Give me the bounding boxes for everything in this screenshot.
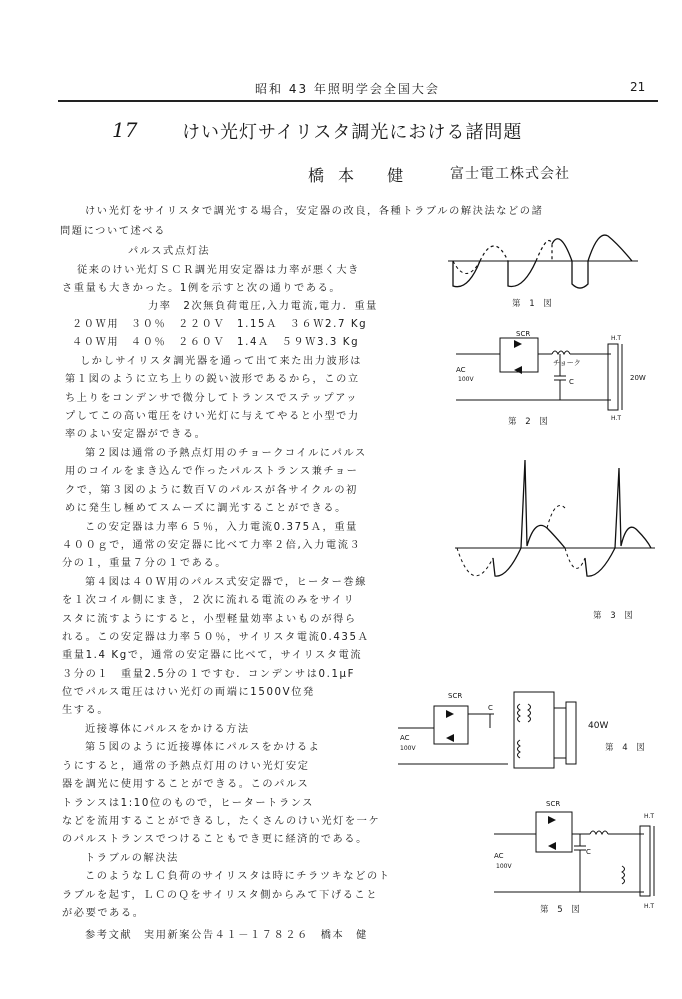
ht-top-label: H.T: [611, 335, 621, 342]
paper-title: けい光灯サイリスタ調光における諸問題: [182, 122, 523, 143]
reference-line: 参考文献 実用新案公告４１－１７８２６ 橋本 健: [85, 930, 368, 941]
voltage-label: 100V: [496, 863, 512, 870]
body-line: この安定器は力率６５％，入力電流0.375Ａ，重量: [85, 522, 358, 533]
figure-4-circuit: [398, 688, 609, 776]
body-line: クで，第３図のように数百Ｖのパルスが各サイクルの初: [65, 485, 358, 496]
ht-top-label: H.T: [644, 813, 654, 820]
voltage-label: 100V: [458, 376, 474, 383]
body-line: このようなＬＣ負荷のサイリスタは時にチラツキなどのト: [85, 871, 391, 882]
section-heading: 近接導体にパルスをかける方法: [85, 724, 250, 735]
figure-1-waveform: [448, 226, 638, 296]
body-line: ち上りをコンデンサで微分してトランスでステップアッ: [65, 393, 359, 404]
body-line: ラブルを起す，ＬＣのＱをサイリスタ側からみて下げること: [62, 890, 379, 901]
ac-label: AC: [400, 734, 410, 742]
header-rule: [58, 100, 658, 102]
conference-name: 昭和 43 年照明学会全国大会: [255, 82, 440, 96]
figure-2-caption: 第 2 図: [508, 417, 551, 427]
table-row: ４０Ｗ用 ４０％ ２６０Ｖ 1.4Ａ ５９Ｗ3.3 Kg: [72, 337, 360, 348]
body-line: 率のよい安定器ができる。: [65, 429, 207, 440]
section-heading: トラブルの解決法: [85, 853, 179, 864]
table-header: 力率 2次無負荷電圧,入力電流,電力．重量: [148, 301, 378, 312]
body-line: うにすると，通常の予熱点灯用のけい光灯安定: [62, 761, 310, 772]
figure-1-caption: 第 1 図: [512, 299, 555, 309]
figure-3-waveform: [455, 458, 655, 588]
body-line: スタに流すようにすると，小型軽量効率よいものが得ら: [62, 614, 357, 625]
body-line: のパルストランスでつけることもでき更に経済的である。: [62, 834, 368, 845]
body-line: けい光灯をサイリスタで調光する場合，安定器の改良，各種トラブルの解決法などの諸: [85, 206, 544, 217]
body-line: プしてこの高い電圧をけい光灯に与えてやると小型で力: [65, 411, 360, 422]
body-line: 従来のけい光灯ＳＣＲ調光用安定器は力率が悪く大き: [77, 265, 360, 276]
figure-3-caption: 第 3 図: [593, 611, 636, 621]
body-line: ３分の１ 重量2.5分の１ですむ．コンデンサは0.1μF: [62, 669, 356, 680]
author-name: 橋本 健: [308, 166, 418, 185]
scr-label: SCR: [546, 800, 561, 808]
scr-label: SCR: [516, 330, 531, 338]
body-line: 分の１，重量７分の１である。: [62, 558, 228, 569]
table-row: ２０Ｗ用 ３０％ ２２０Ｖ 1.15Ａ ３６Ｗ2.7 Kg: [72, 319, 368, 330]
body-line: 生する。: [62, 705, 110, 716]
body-line: 第４図は４０Ｗ用のパルス式安定器で，ヒーター巻線: [85, 577, 367, 588]
ac-label: AC: [494, 852, 504, 860]
voltage-label: 100V: [400, 745, 416, 752]
page-number: 21: [630, 80, 646, 94]
body-line: 位でパルス電圧はけい光灯の両端に1500V位発: [62, 687, 315, 698]
ht-bottom-label: H.T: [611, 415, 621, 422]
body-line: しかしサイリスタ調光器を通って出て来た出力波形は: [80, 356, 362, 367]
body-line: 問題について述べる: [60, 226, 166, 237]
body-line: などを流用することができるし，たくさんのけい光灯を一ケ: [62, 816, 381, 827]
paper-number: 17: [112, 118, 138, 142]
body-line: 第２図は通常の予熱点灯用のチョークコイルにパルス: [85, 448, 367, 459]
page-header: [0, 70, 682, 104]
body-line: トランスは1:10位のもので，ヒータートランス: [62, 798, 315, 809]
body-line: 用のコイルをまき込んで作ったパルストランス兼チョー: [65, 466, 359, 477]
lamp-wattage-label: 20W: [630, 374, 646, 382]
choke-label: チョーク: [553, 359, 581, 367]
body-line: を１次コイル側にまき，２次に流れる電流のみをサイリ: [62, 595, 356, 606]
scr-label: SCR: [448, 692, 463, 700]
body-line: が必要である。: [62, 908, 145, 919]
body-line: 器を調光に使用することができる。このパルス: [62, 779, 310, 790]
body-line: 第５図のように近接導体にパルスをかけるよ: [85, 742, 321, 753]
section-heading: パルス式点灯法: [128, 246, 211, 257]
figure-2-circuit: [456, 330, 656, 420]
ht-bottom-label: H.T: [644, 903, 654, 910]
body-line: 第１図のように立ち上りの鋭い波形であるから，この立: [65, 374, 360, 385]
figure-5-caption: 第 5 図: [540, 905, 583, 915]
figure-4-caption: 第 4 図: [605, 743, 648, 753]
capacitor-label: C: [586, 848, 591, 856]
author-affiliation: 富士電工株式会社: [450, 166, 570, 182]
capacitor-label: C: [488, 704, 493, 712]
lamp-wattage-label: 40W: [588, 721, 609, 731]
body-line: めに発生し極めてスムーズに調光することができる。: [65, 503, 347, 514]
body-line: 重量1.4 Kgで，通常の安定器に比べて，サイリスタ電流: [62, 650, 363, 661]
body-line: ４００ｇで，通常の安定器に比べて力率２倍,入力電流３: [62, 540, 362, 551]
ac-label: AC: [456, 366, 466, 374]
capacitor-label: C: [569, 378, 574, 386]
body-line: れる。この安定器は力率５０％，サイリスタ電流0.435Ａ: [62, 632, 370, 643]
body-line: さ重量も大きかった。1例を示すと次の通りである。: [62, 283, 342, 294]
